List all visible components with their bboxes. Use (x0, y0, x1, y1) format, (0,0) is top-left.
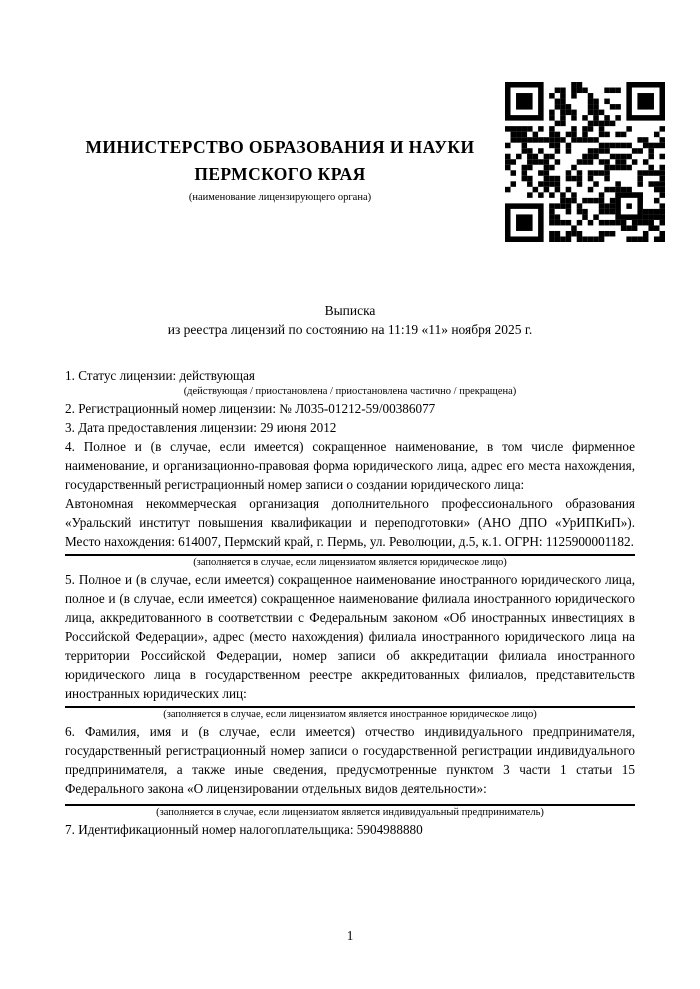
qr-code-icon (505, 82, 665, 242)
document-body (65, 366, 635, 839)
item-6-entrepreneur-label: 6. Фамилия, имя и (в случае, если имеется) отчество индивидуального предпринимателя, государственный регистрационный номер записи о государственной регистрации индивидуального предпринимателя, а также иные сведения, предусмотренные пунктом 3 части 1 статьи 15 Федерального закона «О лицензировании отдельных видов деятельности»: (65, 724, 635, 796)
licensing-authority-block (60, 134, 500, 205)
item-4-legal-entity-label: 4. Полное и (в случае, если имеется) сокращенное наименование, в том числе фирменное наименование, и организационно-правовая форма юридического лица, адрес его места нахождения, государственный регистрационный номер записи о создании юридического лица: (65, 439, 635, 492)
ministry-name-line-1: МИНИСТЕРСТВО ОБРАЗОВАНИЯ И НАУКИ (85, 137, 475, 157)
page-number: 1 (346, 928, 354, 943)
item-6-entrepreneur-caption: (заполняется в случае, если лицензиатом является индивидуальный предприниматель) (156, 807, 544, 818)
document-title: Выписка (324, 303, 376, 318)
item-2-registration-number: 2. Регистрационный номер лицензии: № Л035-01212-59/00386077 (65, 401, 436, 416)
item-5-foreign-entity-label: 5. Полное и (в случае, если имеется) сокращенное наименование иностранного юридического лица, полное и (в случае, если имеется) сокращенное наименование филиала иностранного юридического лица, аккредитованного в соответствии с Федеральным законом «Об иностранных инвестициях в Российской Федерации», адрес (место нахождения) филиала иностранного юридического лица на территории Российской Федерации, номер записи об аккредитации филиала иностранного юридического лица в государственном реестре аккредитованных филиалов, представительств иностранных юридических лиц: (65, 572, 635, 701)
item-1-status-options-caption: (действующая / приостановлена / приостановлена частично / прекращена) (183, 386, 517, 397)
item-4-legal-entity-caption: (заполняется в случае, если лицензиатом является юридическое лицо) (193, 557, 507, 568)
item-4-legal-entity-value: Автономная некоммерческая организация дополнительного профессионального образования «Уральский институт повышения квалификации и переподготовки» (АНО ДПО «УрИПКиП»). Место нахождения: 614007, Пермский край, г. Пермь, ул. Революции, д.5, к.1. ОГРН: 1125900001182. (65, 496, 635, 549)
item-3-license-grant-date: 3. Дата предоставления лицензии: 29 июня 2012 (65, 420, 337, 435)
item-1-license-status: 1. Статус лицензии: действующая (65, 368, 256, 383)
ministry-name-line-2: ПЕРМСКОГО КРАЯ (194, 164, 366, 184)
ministry-name-caption: (наименование лицензирующего органа) (188, 192, 372, 203)
item-5-foreign-entity-caption: (заполняется в случае, если лицензиатом является иностранное юридическое лицо) (163, 709, 537, 720)
item-7-taxpayer-number: 7. Идентификационный номер налогоплательщика: 5904988880 (65, 822, 423, 837)
document-subtitle: из реестра лицензий по состоянию на 11:19 «11» ноября 2025 г. (167, 322, 533, 337)
document-title-block (0, 301, 700, 339)
